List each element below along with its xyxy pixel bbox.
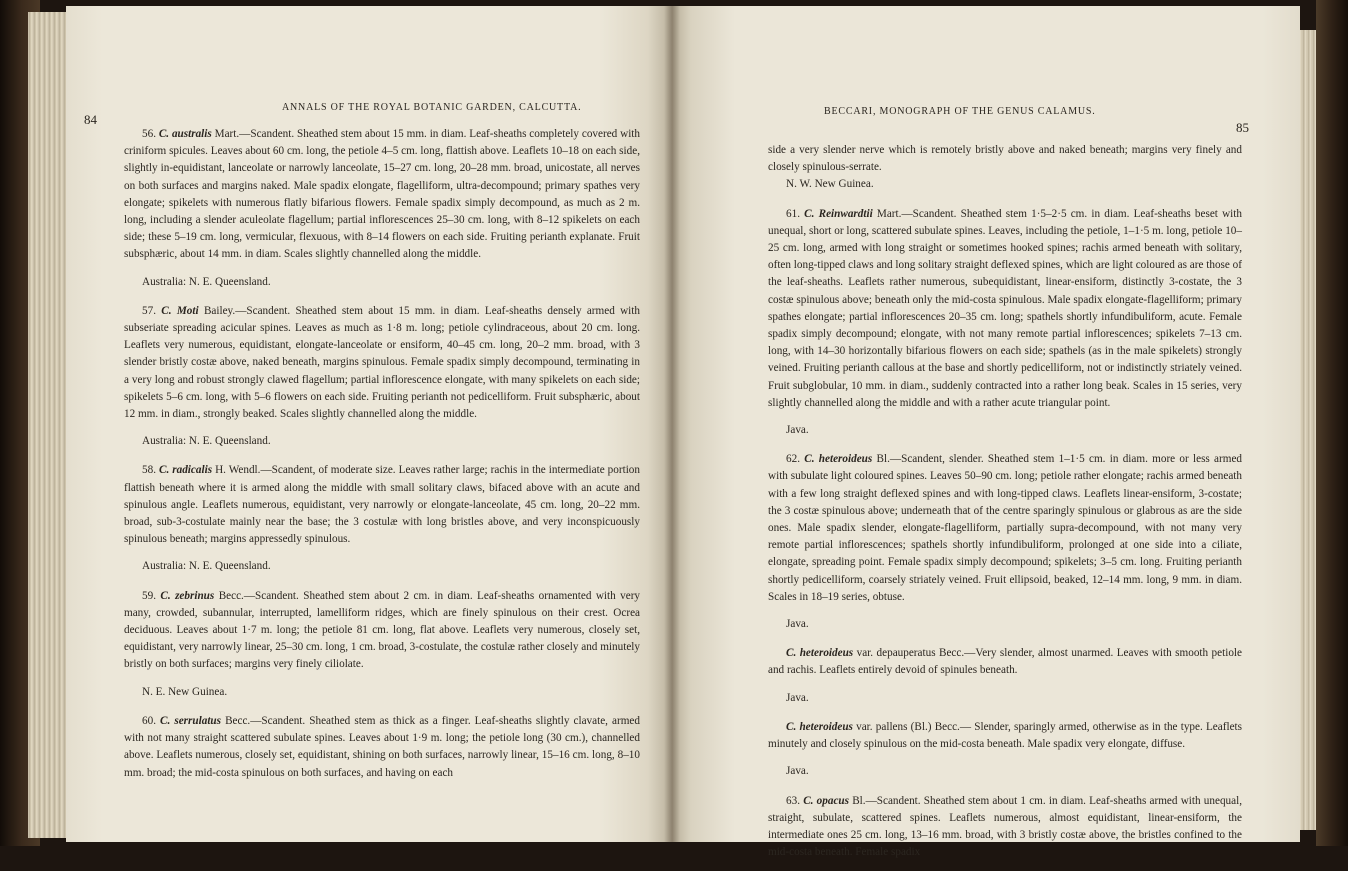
variety-entry	[768, 645, 1242, 679]
species-author: Bl.	[852, 794, 866, 807]
species-entry	[124, 126, 640, 264]
entry-number: 60.	[142, 714, 156, 727]
species-author: var. pallens (Bl.) Becc.	[856, 720, 960, 733]
species-author: Mart.	[214, 128, 240, 140]
species-description: —Scandent. Sheathed stem about 15 mm. in diam. Leaf-sheaths completely covered with criniform spicules. Leaves about 60 cm. long, the petiole 4–5 cm. long, flattish above. Leaflets 10–18 on each side, slightly in-equidistant, lanceolate or narrowly lanceolate, 15–27 cm. long, 20–28 mm. broad, unicostate, all nerves on both surfaces and margins naked. Male spadix elongate, flagelliform, ultra-decompound; primary spathes very elongate; spikelets with numerous flatly bifarious flowers. Female spadix simply decompound, as much as 2 m. long, including a slender aculeolate flagellum; partial inflorescences 25–30 cm. long, with 8–12 spikelets on each side; these 5–19 cm. long, vermicular, flexuous, with 8–14 flowers on each side. Fruiting perianth explanate. Fruit subsphæric, about 14 mm. in diam. Scales slightly channelled along the middle.	[124, 128, 641, 261]
locality: Java.	[786, 691, 809, 704]
species-description: —Scandent. Sheathed stem about 2 cm. in diam. Leaf-sheaths ornamented with very many, crowded, subannular, interrupted, lamelliform ridges, which are finely spinulous on their crest. Ocrea deciduous. Leaves about 1·7 m. long; the petiole 81 cm. long, flat above. Leaflets very numerous, closely set, equidistant, very narrowly linear, 25–30 cm. long, 1 cm. broad, 3-costulate, the costulæ rather closely and minutely bristly on both surfaces; margins very finely ciliolate.	[124, 589, 641, 671]
locality: Java.	[786, 618, 809, 631]
species-description: —Scandent. Sheathed stem about 15 mm. in diam. Leaf-sheaths densely armed with subseriate spreading acicular spines. Leaves as much as 1·8 m. long; petiole cylindraceous, about 20 cm. long. Leaflets very numerous, equidistant, elongate-lanceolate or ensiform, 40–45 cm. long, 20–2 mm. broad, with 3 slender bristly costæ above, naked beneath, margins spinulous. Female spadix simply decompound, terminating in a very long and robust strongly clawed flagellum; partial inflorescence elongate, with many spikelets on each side; spikelets 5–6 cm. long, with 5–6 flowers on each side. Fruiting perianth not pedicelliform. Fruit subsphæric, about 12 mm. in diam., strongly beaked. Scales slightly channelled along the middle.	[124, 304, 640, 421]
species-description: —Scandent, of moderate size. Leaves rather large; rachis in the intermediate portion flattish beneath where it is armed along the middle with small solitary claws, bifaced above with an acute and spinulous angle. Leaflets numerous, equidistant, very narrowly or elongate-lanceolate, 45 cm. long, 20–22 mm. broad, sub-3-costulate mainly near the base; the 3 costulæ with long bristles above, and very inconspicuously spinulous beneath; margins appressedly spinulous.	[124, 464, 640, 546]
species-name: C. australis	[158, 128, 212, 140]
right-page	[672, 6, 1300, 859]
entry-number: 62.	[786, 453, 800, 466]
locality: N. E. New Guinea.	[142, 685, 228, 698]
entry-number: 63.	[786, 794, 800, 807]
species-entry	[124, 462, 640, 548]
species-author: Mart.	[876, 207, 902, 220]
species-name: C. zebrinus	[160, 589, 215, 602]
continuation-text: side a very slender nerve which is remotely bristly above and naked beneath; margins very finely and closely spinulous-serrate.	[768, 144, 1242, 174]
species-entry	[768, 206, 1242, 412]
locality: Australia: N. E. Queensland.	[142, 560, 271, 573]
species-author: var. depauperatus Becc.	[856, 647, 965, 660]
running-header: ANNALS OF THE ROYAL BOTANIC GARDEN, CALCUTTA.	[282, 102, 582, 113]
species-author: H. Wendl.	[215, 464, 261, 477]
species-name: C. opacus	[803, 794, 849, 807]
species-name: C. heteroideus	[804, 453, 873, 466]
text-column	[768, 142, 1242, 871]
book-gutter	[664, 6, 680, 842]
species-name: C. serrulatus	[160, 714, 221, 727]
entry-number: 57.	[142, 304, 156, 317]
species-entry	[124, 588, 640, 674]
entry-number: 56.	[142, 128, 156, 140]
locality: Java.	[786, 424, 809, 437]
entry-number: 61.	[786, 207, 800, 220]
species-entry	[124, 713, 640, 782]
page-number: 85	[1236, 120, 1249, 135]
running-header: BECCARI, MONOGRAPH OF THE GENUS CALAMUS.	[824, 106, 1096, 117]
species-entry	[768, 793, 1242, 862]
left-page	[66, 6, 672, 842]
book-cover-right	[1316, 0, 1348, 846]
species-description: —Scandent. Sheathed stem 1·5–2·5 cm. in diam. Leaf-sheaths beset with unequal, short or long, scattered subulate spines. Leaves, including the petiole, 1–1·5 m. long, petiole 10–25 cm. long, armed with long straight or sometimes hooked spines; rachis armed beneath with solitary, often long-tipped claws and long solitary straight deflexed spines, which are light coloured as are those of the leaf-sheaths. Leaflets rather numerous, subequidistant, linear-ensiform, distinctly 3-costate, the 3 costæ spinulous above; beneath only the mid-costa spinulous. Male spadix elongate-flagelliform; primary spathes elongate; partial inflorescences 20–35 cm. long; spathels shortly infundibuliform, acute. Female spadix simply decompound; elongate, with not many remote partial inflorescences; spikelets 7–13 cm. long, with 14–30 horizontally bifarious flowers on each side; spathels (as in the male spikelets) strongly veined. Fruiting perianth callous at the base and shortly pedicelliform, not or indistinctly striately veined. Fruit subglobular, 10 mm. in diam., suddenly contracted into a rather long beak. Scales in 15 series, very slightly channelled along the middle and with a rather acute triangular point.	[768, 207, 1242, 409]
species-author: Bailey.	[203, 304, 236, 317]
species-author: Becc.	[225, 714, 251, 727]
species-description: — Slender, sparingly armed, otherwise as in the type. Leaflets minutely and closely spinulous on the mid-costa beneath. Male spadix very elongate, diffuse.	[768, 720, 1242, 751]
species-author: Bl.	[876, 453, 890, 466]
locality: Java.	[786, 765, 809, 778]
species-entry	[124, 303, 640, 423]
entry-number: 58.	[142, 464, 156, 477]
species-name: C. Reinwardtii	[804, 207, 873, 220]
locality: N. W. New Guinea.	[786, 178, 874, 191]
species-entry	[768, 451, 1242, 606]
species-author: Becc.	[218, 589, 244, 602]
page-number: 84	[84, 112, 97, 127]
entry-number: 59.	[142, 589, 156, 602]
species-description: —Very slender, almost unarmed. Leaves with smooth petiole and rachis. Leaflets entirely devoid of spinules beneath.	[768, 647, 1243, 677]
species-name: C. Moti	[161, 304, 199, 317]
species-description: —Scandent. Sheathed stem about 1 cm. in diam. Leaf-sheaths armed with unequal, straight, subulate, scattered spines. Leaflets numerous, almost equidistant, linear-ensiform, the intermediate ones 25 cm. long, 13–16 mm. broad, with 3 bristly costæ above, the bristles confined to the mid-costa beneath. Female spadix	[768, 794, 1243, 859]
variety-entry	[768, 719, 1242, 753]
text-column	[124, 126, 640, 792]
species-name: C. heteroideus	[786, 720, 853, 733]
locality: Australia: N. E. Queensland.	[142, 435, 271, 448]
locality: Australia: N. E. Queensland.	[142, 275, 271, 288]
species-name: C. radicalis	[159, 464, 213, 477]
species-description: —Scandent. Sheathed stem as thick as a finger. Leaf-sheaths slightly clavate, armed with not many straight scattered subulate spines. Leaves about 1·9 m. long; the petiole long (30 cm.), channelled above. Leaflets numerous, closely set, equidistant, shining on both surfaces, narrowly linear, 15–16 cm. long, 8–10 mm. broad; the mid-costa spinulous on both surfaces, and having on each	[124, 714, 640, 779]
species-name: C. heteroideus	[786, 647, 854, 660]
species-description: —Scandent, slender. Sheathed stem 1–1·5 cm. in diam. more or less armed with subulate light coloured spines. Leaves 50–90 cm. long; petiole rather elongate; rachis armed beneath with a few long straight deflexed spines and with long-tipped claws. Leaflets linear-ensiform, 3-costate; the 3 costæ spinulous above; underneath that of the centre sparingly spinulous or glabrous as are the side ones. Male spadix slender, elongate-flagelliform, partially supra-decompound, with not many very remote partial inflorescences; spathels shortly infundibuliform, prolonged at one side into a ciliate, elongate, spreading point. Female spadix simply decompound; spikelets; 3–5 cm. long. Fruiting perianth shortly pedicelliform, coarsely striately veined. Fruit ellipsoid, beaked, 12–14 mm. long, 9 mm. in diam. Scales in 18–19 series, obtuse.	[768, 453, 1243, 603]
